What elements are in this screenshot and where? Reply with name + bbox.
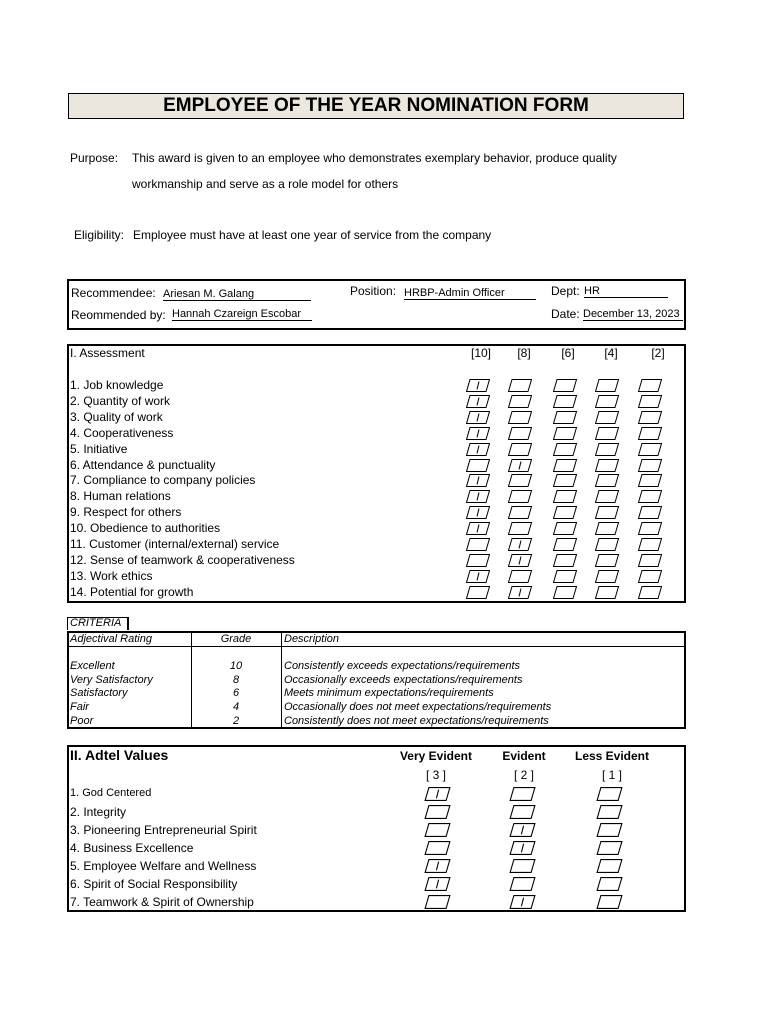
rating-checkbox[interactable] xyxy=(553,570,576,582)
rating-checkbox[interactable] xyxy=(638,506,661,518)
rating-checkbox[interactable] xyxy=(595,411,618,423)
rating-checkbox[interactable] xyxy=(466,490,489,502)
criteria-description: Occasionally does not meet expectations/requirements xyxy=(284,701,552,714)
values-checkbox[interactable] xyxy=(596,877,623,891)
values-checkbox[interactable] xyxy=(424,859,451,873)
rating-checkbox[interactable] xyxy=(553,586,576,598)
rating-checkbox[interactable] xyxy=(595,427,618,439)
assessment-item-label: 4. Cooperativeness xyxy=(70,425,174,440)
assessment-item-label: 6. Attendance & punctuality xyxy=(70,457,216,472)
values-item-label: 3. Pioneering Entrepreneurial Spirit xyxy=(70,823,257,837)
rating-checkbox[interactable] xyxy=(466,443,489,455)
assessment-item-label: 7. Compliance to company policies xyxy=(70,473,256,488)
rating-checkbox[interactable] xyxy=(553,490,576,502)
criteria-grade: 6 xyxy=(232,687,240,700)
eligibility-label: Eligibility: xyxy=(74,228,125,242)
purpose-line-1: This award is given to an employee who demonstrates exemplary behavior, produce quality xyxy=(132,151,617,165)
values-checkbox[interactable] xyxy=(596,841,623,855)
rating-checkbox[interactable] xyxy=(466,395,489,407)
rating-checkbox[interactable] xyxy=(553,395,576,407)
assessment-item-label: 13. Work ethics xyxy=(70,568,153,583)
values-checkbox[interactable] xyxy=(509,805,536,819)
rating-checkbox[interactable] xyxy=(553,411,576,423)
rating-checkbox[interactable] xyxy=(466,586,489,598)
criteria-header-rating: Adjectival Rating xyxy=(70,633,152,645)
rating-checkbox[interactable] xyxy=(638,395,661,407)
rating-checkbox[interactable] xyxy=(508,411,531,423)
rating-checkbox[interactable] xyxy=(638,570,661,582)
rating-checkbox[interactable] xyxy=(595,554,618,566)
rating-checkbox[interactable] xyxy=(595,379,618,391)
values-checkbox[interactable] xyxy=(424,787,451,801)
purpose-label: Purpose: xyxy=(70,151,119,165)
rating-checkbox[interactable] xyxy=(595,474,618,486)
rating-checkbox[interactable] xyxy=(508,554,531,566)
rating-checkbox[interactable] xyxy=(638,522,661,534)
grade-header: [8] xyxy=(517,346,531,360)
rating-checkbox[interactable] xyxy=(638,411,661,423)
values-heading: II. Adtel Values xyxy=(70,747,169,763)
values-checkbox[interactable] xyxy=(509,859,536,873)
form-title: EMPLOYEE OF THE YEAR NOMINATION FORM xyxy=(68,93,684,119)
grade-header: [4] xyxy=(604,346,618,360)
criteria-col-divider-2 xyxy=(281,631,282,729)
date-field[interactable]: December 13, 2023 xyxy=(583,308,683,321)
assessment-item-label: 9. Respect for others xyxy=(70,505,182,520)
rating-checkbox[interactable] xyxy=(595,506,618,518)
assessment-item-label: 10. Obedience to authorities xyxy=(70,521,221,536)
rating-checkbox[interactable] xyxy=(466,538,489,550)
values-checkbox[interactable] xyxy=(596,859,623,873)
assessment-heading: I. Assessment xyxy=(70,346,145,360)
assessment-item-label: 12. Sense of teamwork & cooperativeness xyxy=(70,552,295,567)
rating-checkbox[interactable] xyxy=(595,395,618,407)
criteria-description: Consistently does not meet expectations/requirements xyxy=(284,714,549,727)
rating-checkbox[interactable] xyxy=(553,459,576,471)
assessment-item-label: 5. Initiative xyxy=(70,441,128,456)
rating-checkbox[interactable] xyxy=(466,522,489,534)
values-checkbox[interactable] xyxy=(424,895,451,909)
rating-checkbox[interactable] xyxy=(466,379,489,391)
rating-checkbox[interactable] xyxy=(553,443,576,455)
rating-checkbox[interactable] xyxy=(466,459,489,471)
rating-checkbox[interactable] xyxy=(508,474,531,486)
rating-checkbox[interactable] xyxy=(595,538,618,550)
values-column-grade: [ 2 ] xyxy=(513,768,534,782)
criteria-rating: Very Satisfactory xyxy=(70,673,153,686)
values-checkbox[interactable] xyxy=(424,805,451,819)
grade-header: [2] xyxy=(651,346,665,360)
rating-checkbox[interactable] xyxy=(638,459,661,471)
values-item-label: 4. Business Excellence xyxy=(70,841,194,855)
values-checkbox[interactable] xyxy=(509,823,536,837)
values-checkbox[interactable] xyxy=(509,841,536,855)
rating-checkbox[interactable] xyxy=(553,538,576,550)
values-checkbox[interactable] xyxy=(424,877,451,891)
criteria-rating: Excellent xyxy=(70,660,115,672)
values-column-label: Less Evident xyxy=(574,749,650,763)
rating-checkbox[interactable] xyxy=(508,490,531,502)
rating-checkbox[interactable] xyxy=(553,506,576,518)
criteria-header-description: Description xyxy=(284,633,340,645)
values-item-label: 2. Integrity xyxy=(70,805,127,819)
rating-checkbox[interactable] xyxy=(466,554,489,566)
rating-checkbox[interactable] xyxy=(508,443,531,455)
assessment-item-label: 3. Quality of work xyxy=(70,409,163,424)
criteria-description: Meets minimum expectations/requirements xyxy=(284,687,494,700)
values-item-label: 6. Spirit of Social Responsibility xyxy=(70,877,238,891)
grade-header: [10] xyxy=(470,346,491,360)
recommended-by-field[interactable]: Hannah Czareign Escobar xyxy=(172,308,312,321)
recommendee-label: Recommendee: xyxy=(71,286,156,300)
values-column-grade: [ 3 ] xyxy=(425,768,446,782)
position-field[interactable]: HRBP-Admin Officer xyxy=(404,287,536,300)
criteria-grade: 10 xyxy=(229,660,243,672)
assessment-item-label: 8. Human relations xyxy=(70,489,171,504)
assessment-item-label: 1. Job knowledge xyxy=(70,378,164,392)
values-column-grade: [ 1 ] xyxy=(601,768,622,782)
criteria-grade: 4 xyxy=(232,701,240,714)
recommendee-field[interactable]: Ariesan M. Galang xyxy=(163,288,311,301)
criteria-rating: Satisfactory xyxy=(70,687,128,700)
values-item-label: 7. Teamwork & Spirit of Ownership xyxy=(70,895,254,909)
assessment-item-label: 14. Potential for growth xyxy=(70,584,194,599)
values-checkbox[interactable] xyxy=(596,895,623,909)
values-checkbox[interactable] xyxy=(596,787,623,801)
rating-checkbox[interactable] xyxy=(466,506,489,518)
rating-checkbox[interactable] xyxy=(638,379,661,391)
dept-field[interactable]: HR xyxy=(584,285,668,298)
assessment-item-label: 11. Customer (internal/external) service xyxy=(70,537,280,551)
rating-checkbox[interactable] xyxy=(508,506,531,518)
date-label: Date: xyxy=(551,307,580,321)
criteria-rating: Poor xyxy=(70,714,94,727)
values-checkbox[interactable] xyxy=(509,787,536,801)
values-checkbox[interactable] xyxy=(509,895,536,909)
values-column-label: Very Evident xyxy=(399,749,473,763)
rating-checkbox[interactable] xyxy=(638,586,661,598)
rating-checkbox[interactable] xyxy=(638,427,661,439)
eligibility-text: Employee must have at least one year of service from the company xyxy=(133,228,492,242)
recommended-by-label: Reommended by: xyxy=(71,308,166,322)
rating-checkbox[interactable] xyxy=(638,474,661,486)
values-item-label: 5. Employee Welfare and Wellness xyxy=(70,859,257,873)
criteria-header-grade: Grade xyxy=(220,633,252,645)
purpose-line-2: workmanship and serve as a role model for others xyxy=(132,177,399,191)
rating-checkbox[interactable] xyxy=(638,538,661,550)
rating-checkbox[interactable] xyxy=(595,443,618,455)
rating-checkbox[interactable] xyxy=(466,474,489,486)
grade-header: [6] xyxy=(561,346,575,360)
rating-checkbox[interactable] xyxy=(553,379,576,391)
values-checkbox[interactable] xyxy=(509,877,536,891)
rating-checkbox[interactable] xyxy=(466,427,489,439)
rating-checkbox[interactable] xyxy=(508,427,531,439)
rating-checkbox[interactable] xyxy=(553,474,576,486)
criteria-grade: 8 xyxy=(232,673,240,686)
rating-checkbox[interactable] xyxy=(638,554,661,566)
rating-checkbox[interactable] xyxy=(638,490,661,502)
criteria-tab-label: CRITERIA xyxy=(70,617,122,629)
rating-checkbox[interactable] xyxy=(595,586,618,598)
rating-checkbox[interactable] xyxy=(466,411,489,423)
position-label: Position: xyxy=(350,284,397,298)
rating-checkbox[interactable] xyxy=(595,522,618,534)
rating-checkbox[interactable] xyxy=(508,522,531,534)
rating-checkbox[interactable] xyxy=(508,379,531,391)
rating-checkbox[interactable] xyxy=(553,427,576,439)
criteria-description: Consistently exceeds expectations/requirements xyxy=(284,660,521,672)
rating-checkbox[interactable] xyxy=(508,538,531,550)
values-checkbox[interactable] xyxy=(424,823,451,837)
values-checkbox[interactable] xyxy=(596,823,623,837)
criteria-grade: 2 xyxy=(232,714,240,727)
rating-checkbox[interactable] xyxy=(466,570,489,582)
assessment-item-label: 2. Quantity of work xyxy=(70,393,171,408)
rating-checkbox[interactable] xyxy=(508,459,531,471)
rating-checkbox[interactable] xyxy=(595,490,618,502)
rating-checkbox[interactable] xyxy=(508,570,531,582)
rating-checkbox[interactable] xyxy=(508,395,531,407)
values-item-label: 1. God Centered xyxy=(70,787,152,799)
rating-checkbox[interactable] xyxy=(638,443,661,455)
rating-checkbox[interactable] xyxy=(508,586,531,598)
criteria-description: Occasionally exceeds expectations/requirements xyxy=(284,673,523,686)
criteria-rating: Fair xyxy=(70,701,89,714)
rating-checkbox[interactable] xyxy=(553,522,576,534)
values-checkbox[interactable] xyxy=(596,805,623,819)
values-column-label: Evident xyxy=(502,749,546,763)
values-checkbox[interactable] xyxy=(424,841,451,855)
rating-checkbox[interactable] xyxy=(595,570,618,582)
rating-checkbox[interactable] xyxy=(595,459,618,471)
dept-label: Dept: xyxy=(551,284,580,298)
rating-checkbox[interactable] xyxy=(553,554,576,566)
criteria-header-divider xyxy=(67,646,686,647)
